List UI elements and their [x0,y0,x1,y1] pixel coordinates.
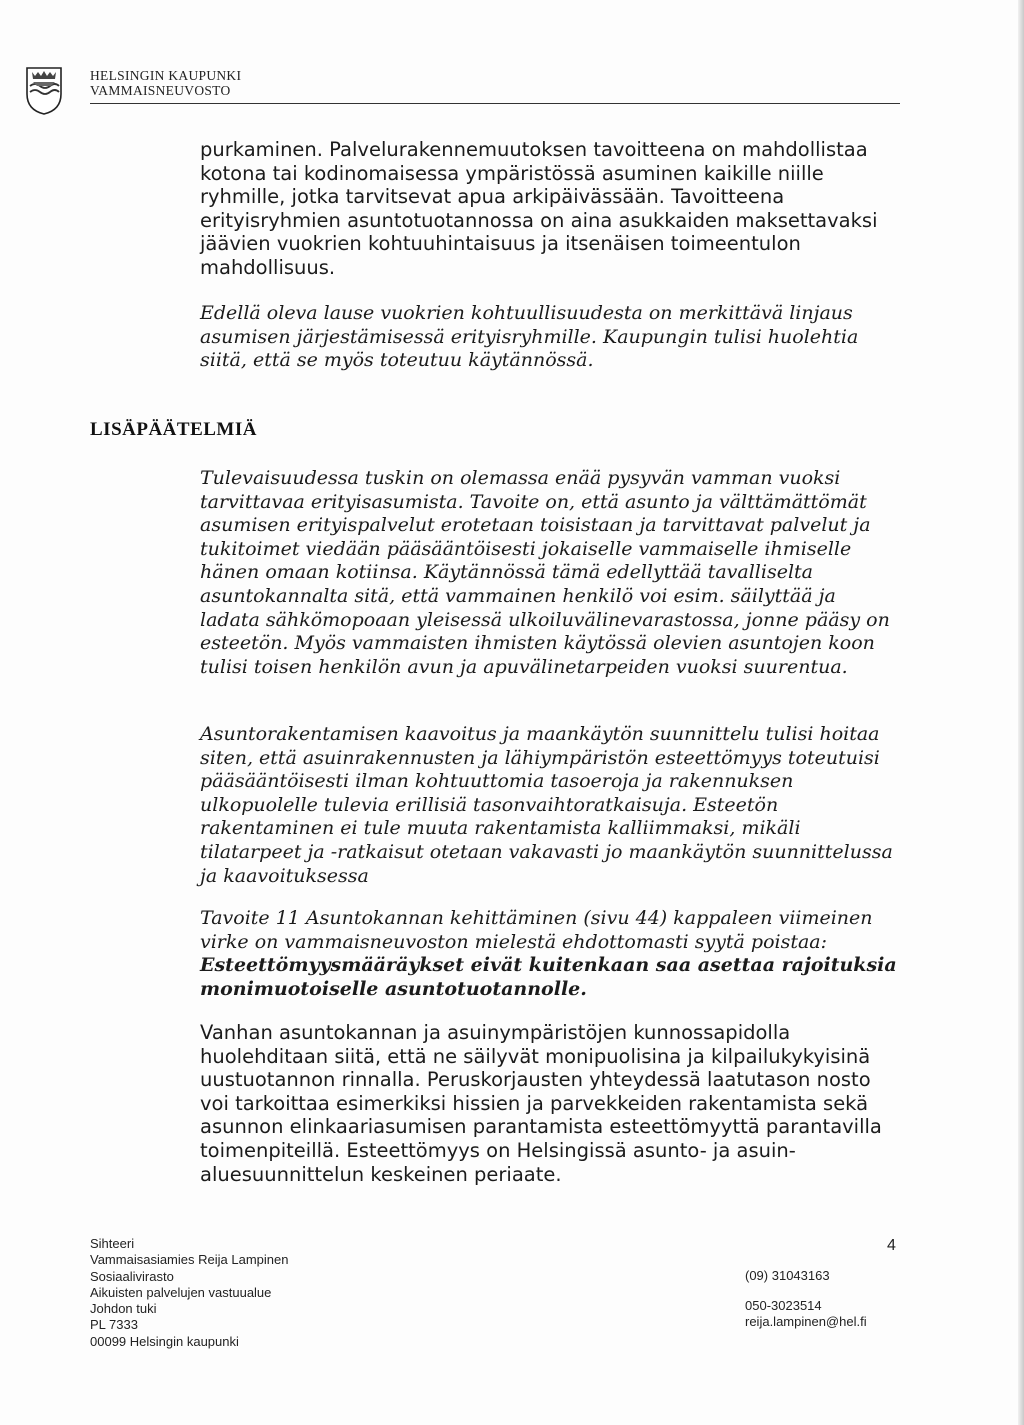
footer-line: Aikuisten palvelujen vastuualue [90,1284,272,1300]
footer-line: Sosiaalivirasto [90,1268,174,1284]
footer-line: Vammaisasiamies Reija Lampinen [90,1252,289,1268]
paragraph-5-intro: Tavoite 11 Asuntokannan kehittäminen (sivu 44) kappaleen viimeinen virke on vammaisneuvoston mielestä ehdottomasti syytä poistaa: [200,907,873,953]
paragraph-5 [200,907,900,1001]
header-divider [90,103,900,104]
org-department: VAMMAISNEUVOSTO [90,83,231,98]
paragraph-5-bold-statement: Esteettömyysmääräykset eivät kuitenkaan saa asettaa rajoituksia monimuotoiselle asuntotuotannolle. [200,954,897,1000]
footer-mobile: 050-3023514 [745,1298,822,1313]
footer-line: Johdon tuki [90,1301,157,1317]
footer-email: reija.lampinen@hel.fi [745,1314,867,1329]
footer-line: 00099 Helsingin kaupunki [90,1333,239,1349]
paragraph-3: Tulevaisuudessa tuskin on olemassa enää pysyvän vamman vuoksi tarvittavaa erityisasumista. Tavoite on, että asunto ja välttämättömät asumisen erityispalvelut erotetaan toisistaan ja tarvittavat palvelut ja tukitoimet viedään pääsääntöisesti jokaiselle vammaiselle ihmiselle hänen omaan kotiinsa. Käytännössä tämä edellyttää tavalliselta asuntokannalta sitä, että vammainen henkilö voi esim. säilyttää ja ladata sähkömopoaan yleisessä ulkoiluvälinevarastossa, jonne pääsy on esteetön. Myös vammaisten ihmisten käytössä olevien asuntojen koon tulisi toisen henkilön avun ja apuvälinetarpeiden vuoksi suurentua. [200,467,890,678]
paragraph-2: Edellä oleva lause vuokrien kohtuullisuudesta on merkittävä linjaus asumisen järjestämisessä erityisryhmille. Kaupungin tulisi huolehtia siitä, että se myös toteutuu käytännössä. [200,302,859,372]
organization-header [90,68,241,98]
org-name: HELSINGIN KAUPUNKI [90,68,242,83]
paragraph-6: Vanhan asuntokannan ja asuinympäristöjen kunnossapidolla huolehditaan siitä, että ne säilyvät monipuolisina ja kilpailukykyisinä uustuotannon rinnalla. Peruskorjausten yhteydessä laatutason nosto voi tarkoittaa esimerkiksi hissien ja parvekkeiden rakentamista sekä asunnon elinkaariasumisen parantamista esteettömyyttä parantavilla toimenpiteillä. Esteettömyys on Helsingissä asunto- ja asuin-aluesuunnittelun keskeinen periaate. [200,1021,882,1186]
paragraph-1: purkaminen. Palvelurakennemuutoksen tavoitteena on mahdollistaa kotona tai kodinomaisessa ympäristössä asuminen kaikille niille ryhmille, jotka tarvitsevat apua arkipäivässään. Tavoitteena erityisryhmien asuntotuotannossa on aina asukkaiden maksettavaksi jäävien vuokrien kohtuuhintaisuus ja itsenäisen toimeentulon mahdollisuus. [200,138,878,279]
section-heading: LISÄPÄÄTELMIÄ [90,419,257,440]
footer-line: Sihteeri [90,1236,135,1251]
paragraph-4: Asuntorakentamisen kaavoitus ja maankäytön suunnittelu tulisi hoitaa siten, että asuinrakennusten ja lähiympäristön esteettömyys toteutuisi pääsääntöisesti ilman kohtuuttomia tasoeroja ja rakennuksen ulkopuolelle tulevia erillisiä tasonvaihtoratkaisuja. Esteetön rakentaminen ei tule muuta rakentamista kalliimmaksi, mikäli tilatarpeet ja -ratkaisut otetaan vakavasti jo maankäytön suunnittelussa ja kaavoituksessa [200,723,893,887]
footer-contact-block [90,1236,288,1350]
page-number: 4 [887,1237,896,1254]
helsinki-crest-icon [25,66,63,116]
footer-line: PL 7333 [90,1317,138,1333]
scan-edge [1018,0,1024,1425]
footer-phone: (09) 31043163 [745,1268,830,1283]
